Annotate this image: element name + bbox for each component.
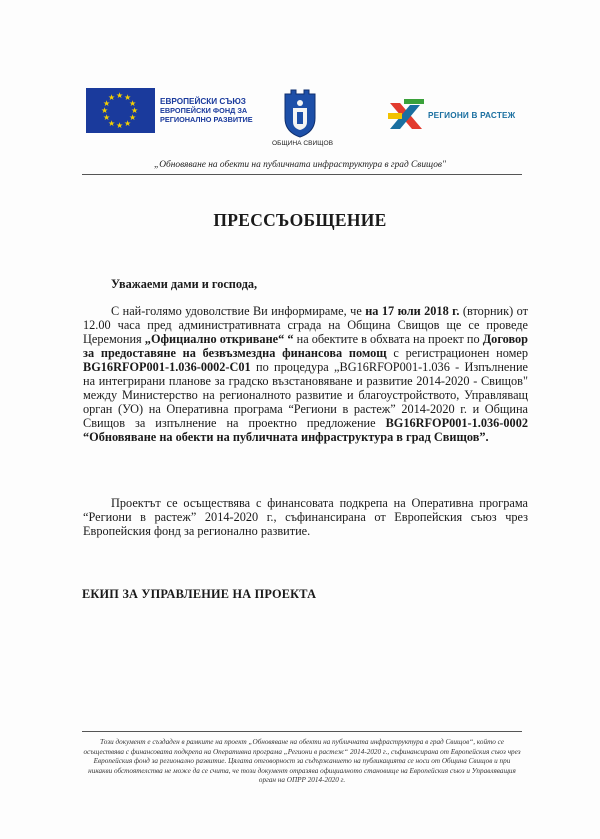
registration-number: BG16RFOP001-1.036-0002-C01 bbox=[83, 360, 251, 374]
p1-text3: на обектите в обхвата на проект по bbox=[293, 332, 483, 346]
municipality-crest bbox=[272, 88, 333, 147]
p1-text4: с регистрационен номер bbox=[386, 346, 529, 360]
project-tagline: „Обновяване на обекти на публичната инфраструктура в град Свищов" bbox=[154, 160, 446, 170]
eu-flag-icon: ★ ★ ★ ★ ★ ★ ★ ★ ★ ★ ★ ★ bbox=[86, 88, 155, 133]
eu-logo-text bbox=[160, 97, 253, 124]
eu-text-line2: ЕВРОПЕЙСКИ ФОНД ЗА bbox=[160, 106, 248, 115]
project-proposal: BG16RFOP001-1.036-0002 “Обновяване на обекти на публичната инфраструктура в град Свищов”. bbox=[83, 416, 528, 444]
paragraph-funding: Проектът се осъществява с финансовата подкрепа на Оперативна програма “Региони в растеж” 2014-2020 г., съфинансирана от Европейския съюз чрез Европейския фонд за регионално развитие. bbox=[83, 496, 528, 538]
p1-text5: по процедура „BG16RFOP001-1.036 - Изпълнение на интегрирани планове за градско възстановяване и развитие 2014-2020 - Свищов" между Министерство на регионалното развитие и благоустройството, Управляващ орган (УО) на Оперативна програма “Региони в растеж” 2014-2020 г. и Община Свищов за изпълнение на проектно предложение bbox=[83, 360, 528, 430]
greeting: Уважаеми дами и господа, bbox=[111, 277, 258, 291]
contract-name: Договор за предоставяне на безвъзмездна финансова помощ bbox=[83, 332, 528, 360]
signature-team: ЕКИП ЗА УПРАВЛЕНИЕ НА ПРОЕКТА bbox=[82, 587, 317, 601]
event-date: на 17 юли 2018 г. bbox=[365, 304, 460, 318]
regions-logo bbox=[386, 95, 515, 135]
eu-text-line3: РЕГИОНАЛНО РАЗВИТИЕ bbox=[160, 115, 253, 124]
document-header bbox=[0, 0, 600, 175]
p1-text1: С най-голямо удоволствие Ви информираме, че bbox=[111, 304, 366, 318]
regions-growth-icon bbox=[386, 95, 426, 135]
p1-text2: (вторник) от 12.00 часа пред административната сграда на Община Свищов ще се проведе Церемония bbox=[83, 304, 528, 346]
footer-disclaimer: Този документ е създаден в рамките на проект „Обновяване на обекти на публичната инфраструктура в град Свищов“, който се осъществява с финансовата подкрепа на Оперативна програма „Региони в растеж“ 2014-2020 г., съфинансирана от Европейския съюз чрез Европейския фонд за регионално развитие. Цялата отговорност за съдържанието на публикацията се носи от Община Свищов и при никакви обстоятелства не може да се счита, че този документ отразява официалното становище на Европейския съюз и Управляващия орган на ОПРР 2014-2020 г. bbox=[83, 738, 521, 785]
header-divider bbox=[82, 174, 522, 175]
document-title: ПРЕССЪОБЩЕНИЕ bbox=[213, 210, 387, 230]
footer-divider bbox=[82, 731, 522, 732]
ceremony-name: „Официално откриване“ “ bbox=[144, 332, 294, 346]
municipality-label: ОБЩИНА СВИЩОВ bbox=[272, 140, 333, 147]
paragraph-announcement bbox=[83, 304, 528, 444]
svishtov-crest-icon bbox=[282, 88, 318, 138]
eu-text-line1: ЕВРОПЕЙСКИ СЪЮЗ bbox=[160, 97, 246, 106]
eu-logo bbox=[86, 88, 253, 133]
program-label: РЕГИОНИ В РАСТЕЖ bbox=[428, 110, 516, 120]
